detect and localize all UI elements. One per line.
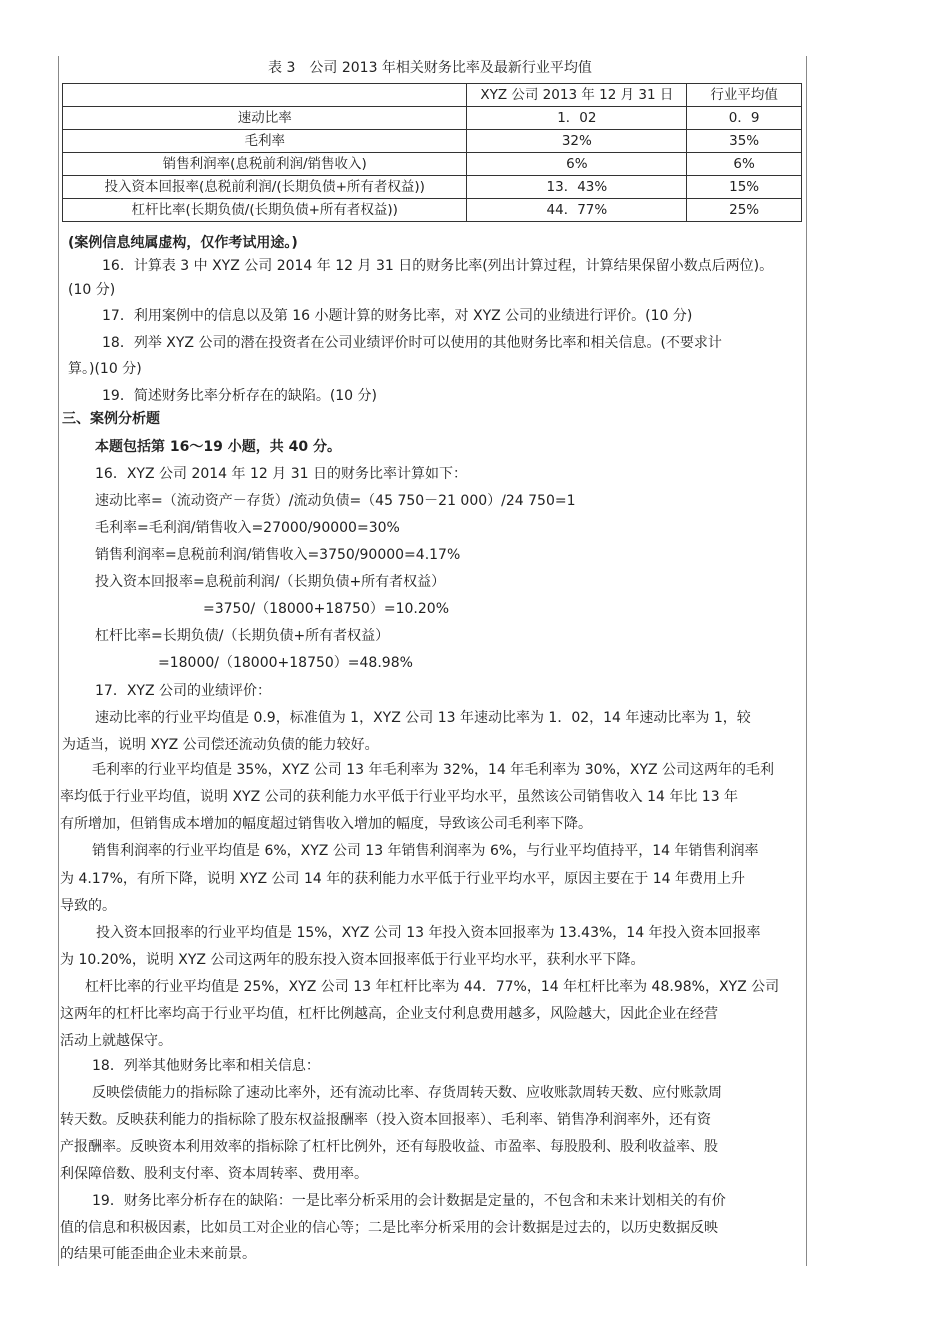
question-18: 18．列举 XYZ 公司的潜在投资者在公司业绩评价时可以使用的其他财务比率和相关信息。(不要求计 [102, 335, 722, 351]
answer-16-roic-calc: =3750/（18000+18750）=10.20% [203, 601, 449, 617]
xyz-value: 1．02 [467, 107, 687, 130]
answer-17-leverage-cont: 这两年的杠杆比率均高于行业平均值，杠杆比例越高，企业支付利息费用越多，风险越大，因此企业在经营 [60, 1006, 718, 1022]
answer-17-sales-margin: 销售利润率的行业平均值是 6%，XYZ 公司 13 年销售利润率为 6%，与行业平均值持平，14 年销售利润率 [92, 843, 759, 859]
table-title: 表 3 公司 2013 年相关财务比率及最新行业平均值 [268, 60, 592, 76]
header-cell-xyz-2013: XYZ 公司 2013 年 12 月 31 日 [467, 84, 687, 107]
industry-value: 6% [687, 153, 802, 176]
answer-16-roic-formula: 投入资本回报率=息税前利润/（长期负债+所有者权益） [95, 574, 446, 590]
ratio-name: 销售利润率(息税前利润/销售收入) [63, 153, 467, 176]
answer-19-body: 19．财务比率分析存在的缺陷：一是比率分析采用的会计数据是定量的，不包含和未来计划相关的有价 [92, 1193, 726, 1209]
header-cell-industry-average: 行业平均值 [687, 84, 802, 107]
answer-18-body: 转天数。反映获利能力的指标除了股东权益报酬率（投入资本回报率）、毛利率、销售净利润率外，还有资 [60, 1112, 711, 1128]
table-row [63, 107, 802, 130]
table-row [63, 176, 802, 199]
page-left-border [58, 56, 59, 1266]
answer-17-gross-margin-cont: 有所增加，但销售成本增加的幅度超过销售收入增加的幅度，导致该公司毛利率下降。 [60, 816, 592, 832]
table-header-row [63, 84, 802, 107]
answer-17-sales-margin-cont: 导致的。 [60, 898, 116, 914]
financial-ratio-table [62, 83, 802, 222]
question-18-cont: 算。)(10 分) [68, 361, 142, 377]
question-16-score: (10 分) [68, 282, 116, 298]
answer-18-heading: 18．列举其他财务比率和相关信息： [92, 1058, 320, 1074]
answer-17-quick-ratio-cont: 为适当，说明 XYZ 公司偿还流动负债的能力较好。 [62, 737, 379, 753]
answer-16-leverage-formula: 杠杆比率=长期负债/（长期负债+所有者权益） [95, 628, 390, 644]
answer-19-body: 值的信息和积极因素，比如员工对企业的信心等；二是比率分析采用的会计数据是过去的，以历史数据反映 [60, 1220, 718, 1236]
answer-17-roic: 投入资本回报率的行业平均值是 15%，XYZ 公司 13 年投入资本回报率为 13.43%，14 年投入资本回报率 [96, 925, 761, 941]
answer-16-sales-margin: 销售利润率=息税前利润/销售收入=3750/90000=4.17% [95, 547, 461, 563]
section-description: 本题包括第 16～19 小题，共 40 分。 [95, 439, 341, 455]
answer-18-body: 利保障倍数、股利支付率、资本周转率、费用率。 [60, 1166, 368, 1182]
industry-value: 35% [687, 130, 802, 153]
answer-17-sales-margin-cont: 为 4.17%，有所下降，说明 XYZ 公司 14 年的获利能力水平低于行业平均水平，原因主要在于 14 年费用上升 [60, 871, 745, 887]
answer-18-body: 反映偿债能力的指标除了速动比率外，还有流动比率、存货周转天数、应收账款周转天数、应付账款周 [92, 1085, 722, 1101]
answer-17-gross-margin: 毛利率的行业平均值是 35%，XYZ 公司 13 年毛利率为 32%，14 年毛利率为 30%，XYZ 公司这两年的毛利 [92, 762, 775, 778]
answer-16-leverage-calc: =18000/（18000+18750）=48.98% [158, 655, 413, 671]
answer-17-gross-margin-cont: 率均低于行业平均值，说明 XYZ 公司的获利能力水平低于行业平均水平，虽然该公司销售收入 14 年比 13 年 [60, 789, 739, 805]
xyz-value: 44．77% [467, 199, 687, 222]
answer-16-gross-margin: 毛利率=毛利润/销售收入=27000/90000=30% [95, 520, 400, 536]
industry-value: 0．9 [687, 107, 802, 130]
table-row [63, 199, 802, 222]
question-16: 16．计算表 3 中 XYZ 公司 2014 年 12 月 31 日的财务比率(列出计算过程，计算结果保留小数点后两位)。 [102, 258, 774, 274]
xyz-value: 13．43% [467, 176, 687, 199]
page-right-border-top [806, 56, 807, 408]
disclaimer-note: (案例信息纯属虚构，仅作考试用途。) [68, 235, 298, 251]
ratio-name: 毛利率 [63, 130, 467, 153]
answer-17-quick-ratio: 速动比率的行业平均值是 0.9，标准值为 1，XYZ 公司 13 年速动比率为 1．02，14 年速动比率为 1，较 [95, 710, 751, 726]
question-17: 17．利用案例中的信息以及第 16 小题计算的财务比率，对 XYZ 公司的业绩进行评价。(10 分) [102, 308, 693, 324]
answer-17-leverage: 杠杆比率的行业平均值是 25%，XYZ 公司 13 年杠杆比率为 44．77%，14 年杠杆比率为 48.98%，XYZ 公司 [85, 979, 780, 995]
ratio-name: 杠杆比率(长期负债/(长期负债+所有者权益)) [63, 199, 467, 222]
answer-17-heading: 17．XYZ 公司的业绩评价： [95, 683, 271, 699]
answer-19-body: 的结果可能歪曲企业未来前景。 [60, 1246, 256, 1262]
header-cell-item [63, 84, 467, 107]
answer-17-roic-cont: 为 10.20%，说明 XYZ 公司这两年的股东投入资本回报率低于行业平均水平，获利水平下降。 [60, 952, 645, 968]
xyz-value: 32% [467, 130, 687, 153]
industry-value: 15% [687, 176, 802, 199]
answer-16-heading: 16．XYZ 公司 2014 年 12 月 31 日的财务比率计算如下： [95, 466, 467, 482]
section-heading: 三、案例分析题 [62, 411, 160, 427]
answer-17-leverage-cont: 活动上就越保守。 [60, 1033, 172, 1049]
xyz-value: 6% [467, 153, 687, 176]
question-19: 19．简述财务比率分析存在的缺陷。(10 分) [102, 388, 378, 404]
industry-value: 25% [687, 199, 802, 222]
answer-18-body: 产报酬率。反映资本利用效率的指标除了杠杆比例外，还有每股收益、市盈率、每股股利、股利收益率、股 [60, 1139, 718, 1155]
page-right-border-bottom [806, 408, 807, 1266]
table-row [63, 153, 802, 176]
ratio-name: 速动比率 [63, 107, 467, 130]
table-row [63, 130, 802, 153]
ratio-name: 投入资本回报率(息税前利润/(长期负债+所有者权益)) [63, 176, 467, 199]
answer-16-quick-ratio: 速动比率=（流动资产－存货）/流动负债=（45 750－21 000）/24 750=1 [95, 493, 576, 509]
